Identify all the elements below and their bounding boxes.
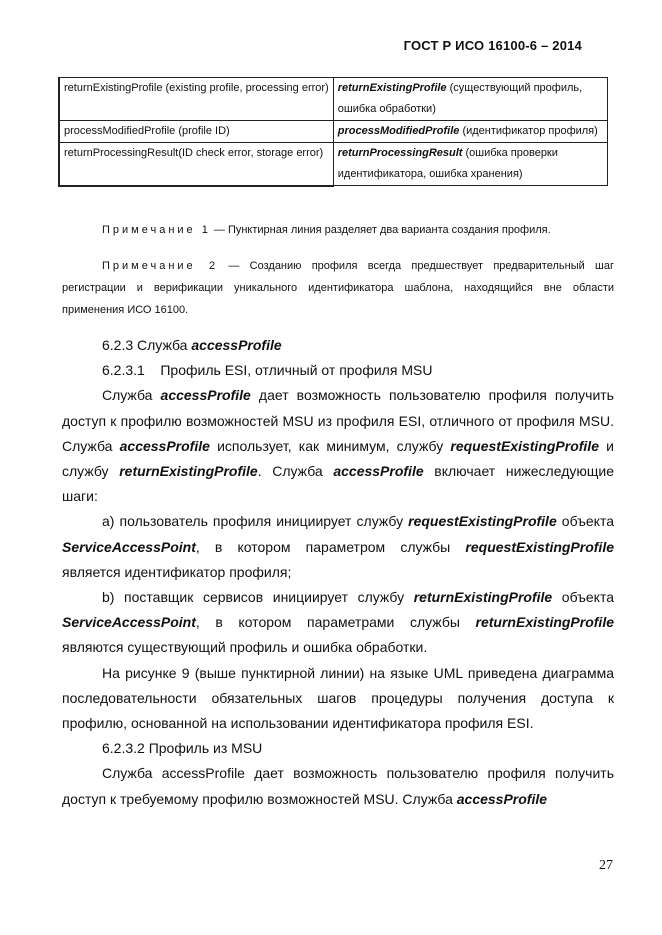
service-name: returnExistingProfile bbox=[337, 82, 447, 94]
note-text: — Пунктирная линия разделяет два варианта создания профиля. bbox=[210, 224, 551, 236]
section-heading-6-2-3-1: 6.2.3.1 Профиль ESI, отличный от профиля MSU bbox=[102, 362, 433, 379]
table-row bbox=[59, 121, 608, 143]
object-name: ServiceAccessPoint bbox=[62, 614, 196, 631]
page-number: 27 bbox=[599, 858, 613, 873]
table-cell-right bbox=[333, 121, 607, 143]
text: и службу bbox=[62, 437, 614, 480]
object-name: ServiceAccessPoint bbox=[62, 538, 196, 555]
service-table bbox=[58, 77, 608, 187]
text: являются существующий профиль и ошибка обработки. bbox=[62, 639, 428, 656]
heading-number: 6.2.3 bbox=[102, 337, 134, 353]
service-params: (ошибка проверки идентификатора, ошибка хранения) bbox=[337, 147, 558, 180]
table-cell-left: processModifiedProfile (profile ID) bbox=[59, 121, 333, 143]
table-cell-left: returnExistingProfile (existing profile, processing error) bbox=[59, 78, 333, 121]
text: включает нижеследующие шаги: bbox=[62, 463, 614, 505]
service-params: (существующий профиль, ошибка обработки) bbox=[337, 82, 583, 115]
list-item-a bbox=[62, 509, 614, 585]
text: использует, как минимум, службу bbox=[209, 437, 451, 454]
text: объекта bbox=[556, 513, 614, 530]
service-params: (идентификатор профиля) bbox=[459, 125, 598, 137]
service-name: processModifiedProfile bbox=[337, 125, 460, 137]
text: объекта bbox=[552, 589, 614, 606]
heading-service-name: accessProfile bbox=[191, 337, 282, 353]
service-name: accessProfile bbox=[456, 790, 548, 807]
table-row bbox=[59, 143, 608, 186]
section-heading-6-2-3 bbox=[62, 333, 614, 358]
paragraph-1 bbox=[62, 383, 614, 509]
service-name: accessProfile bbox=[333, 463, 424, 480]
text: Служба bbox=[102, 387, 161, 404]
list-item-b bbox=[62, 585, 614, 661]
note-1 bbox=[62, 219, 614, 241]
table-cell-right bbox=[333, 78, 607, 121]
note-label: Примечание 1 bbox=[102, 224, 211, 236]
service-name: returnExistingProfile bbox=[413, 589, 553, 606]
text: a) пользователь профиля инициирует службу bbox=[102, 513, 409, 530]
table-cell-right bbox=[333, 143, 607, 186]
text: , в котором параметром службы bbox=[195, 538, 466, 555]
text: b) поставщик сервисов инициирует службу bbox=[102, 589, 414, 606]
text: , в котором параметрами службы bbox=[195, 614, 476, 631]
paragraph-3 bbox=[62, 761, 614, 811]
note-label: Примечание 2 bbox=[102, 260, 219, 272]
table-row bbox=[59, 78, 608, 121]
text: является идентификатор профиля; bbox=[62, 563, 292, 580]
note-2 bbox=[62, 255, 614, 321]
service-name: accessProfile bbox=[119, 437, 210, 454]
service-name: requestExistingProfile bbox=[465, 538, 614, 555]
section-heading-6-2-3-2: 6.2.3.2 Профиль из MSU bbox=[102, 740, 263, 757]
service-name: returnProcessingResult bbox=[337, 147, 463, 159]
service-name: returnExistingProfile bbox=[119, 463, 258, 480]
table-cell-left: returnProcessingResult(ID check error, storage error) bbox=[59, 143, 333, 186]
document-header: ГОСТ Р ИСО 16100-6 – 2014 bbox=[403, 38, 582, 53]
service-name: accessProfile bbox=[160, 387, 251, 404]
text: дает возможность пользователю профиля получить доступ к профилю возможностей MSU из профиля ESI, отличного от профиля MSU. Служба bbox=[62, 387, 614, 454]
heading-text: Служба bbox=[133, 337, 192, 353]
service-name: returnExistingProfile bbox=[475, 614, 614, 631]
section-body bbox=[62, 333, 614, 812]
service-name: requestExistingProfile bbox=[450, 437, 599, 454]
text: Служба accessProfile дает возможность пользователю профиля получить доступ к требуемому профилю возможностей MSU. Служба bbox=[62, 765, 614, 807]
note-text: — Созданию профиля всегда предшествует предварительный шаг регистрации и верификации уникального идентификатора шаблона, находящийся вне области применения ИСО 16100. bbox=[62, 260, 614, 316]
paragraph-2: На рисунке 9 (выше пунктирной линии) на языке UML приведена диаграмма последовательности обязательных шагов процедуры получения доступа к профилю, основанной на использовании идентификатора профиля ESI. bbox=[62, 664, 614, 732]
text: . Служба bbox=[257, 463, 334, 480]
service-name: requestExistingProfile bbox=[408, 513, 557, 530]
